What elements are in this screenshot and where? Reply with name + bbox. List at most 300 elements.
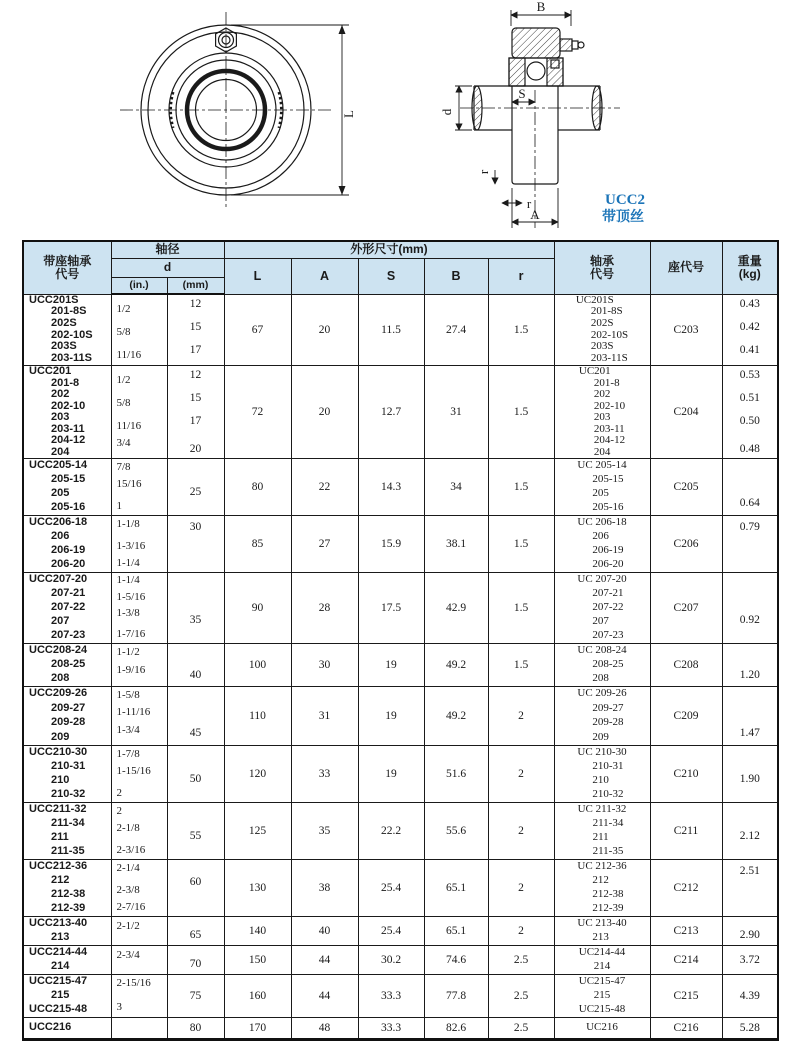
header-bearing-code: 轴承 代号 (554, 241, 650, 294)
header-weight: 重量 (kg) (722, 241, 778, 294)
cell-line: 0.43 (739, 297, 760, 310)
cell-line: 202S (590, 317, 614, 330)
cell-line: UCC201S (29, 293, 79, 306)
cell-line: UC 213-40 (577, 917, 627, 930)
weight-cell (722, 917, 778, 946)
dim-L-cell: 125 (224, 803, 291, 860)
dim-A-cell: 31 (291, 687, 358, 746)
cell-line: 206-20 (51, 558, 86, 571)
cell-line: 1 (116, 499, 122, 512)
cell-line: 209-28 (592, 716, 624, 729)
cell-line: 2 (116, 786, 122, 799)
cell-line: 203-11S (590, 352, 628, 365)
cell-line: 209-28 (51, 716, 86, 729)
dim-S-cell: 12.7 (358, 366, 424, 459)
section-view-drawing (425, 0, 717, 235)
housed-code-cell (23, 644, 111, 687)
cell-line: 204 (51, 445, 70, 458)
bearing-code-cell (554, 860, 650, 917)
cell-line: 210-31 (592, 760, 624, 773)
header-in-unit: (in.) (111, 277, 167, 294)
cell-line: 2-3/4 (116, 949, 140, 962)
cell-line: UCC215-48 (29, 1003, 88, 1016)
cell-line: UCC213-40 (29, 917, 88, 930)
cell-line: 205 (51, 487, 70, 500)
series-sublabel: 带顶丝 (602, 210, 644, 225)
weight-cell (722, 860, 778, 917)
cell-line: 20 (189, 443, 202, 456)
cell-line: 1-5/8 (116, 688, 140, 701)
cell-line: 70 (189, 957, 202, 970)
cell-line: 3.72 (739, 953, 760, 966)
cell-line: 1.47 (739, 727, 760, 740)
grease-fitting-neck (572, 41, 578, 49)
bearing-ball (527, 62, 545, 80)
cell-line: 208-25 (592, 658, 624, 671)
cell-line: 208 (592, 672, 609, 685)
dim-L-cell: 100 (224, 644, 291, 687)
cell-line: 2-15/16 (116, 977, 151, 990)
housed-code-cell (23, 687, 111, 746)
grease-fitting-tip (578, 42, 584, 48)
cell-line: 2.90 (739, 928, 760, 941)
shaft-mm-cell (167, 946, 224, 975)
cell-line: 205-15 (51, 473, 86, 486)
dim-S-cell: 14.3 (358, 459, 424, 516)
cell-line: UC 209-26 (577, 687, 627, 700)
weight-cell (722, 516, 778, 573)
cell-line: 2.51 (739, 865, 760, 878)
cell-line: UCC210-30 (29, 746, 88, 759)
cell-line: 1-1/4 (116, 574, 140, 587)
cell-line: 201-8S (51, 305, 87, 318)
cell-line: UCC201 (29, 365, 72, 377)
dim-A-cell: 27 (291, 516, 358, 573)
dim-L-cell: 72 (224, 366, 291, 459)
dim-S-cell: 17.5 (358, 573, 424, 644)
header-dim-A: A (291, 258, 358, 294)
dim-label-A: A (530, 207, 540, 222)
cell-line: 201-8 (593, 376, 620, 389)
cell-line: 55 (189, 830, 202, 843)
cell-line: 2.12 (739, 830, 760, 843)
dim-B-cell: 49.2 (424, 644, 488, 687)
shaft-in-cell (111, 366, 167, 459)
cell-line: 0.41 (739, 344, 760, 357)
shaft-in-cell (111, 803, 167, 860)
housed-code-cell (23, 516, 111, 573)
table-row (23, 917, 778, 946)
weight-cell (722, 294, 778, 366)
bearing-code-cell (554, 975, 650, 1018)
cell-line: 210-31 (51, 760, 86, 773)
dim-A-cell: 22 (291, 459, 358, 516)
table-row (23, 366, 778, 459)
cell-line: 11/16 (116, 349, 142, 362)
cell-line: 204-12 (51, 434, 86, 447)
shaft-mm-cell (167, 294, 224, 366)
housed-code-cell (23, 294, 111, 366)
cell-line: 15 (189, 321, 202, 334)
table-row (23, 860, 778, 917)
cell-line: 45 (189, 727, 202, 740)
header-mm-unit: (mm) (167, 277, 224, 294)
header-housed-code: 带座轴承 代号 (23, 241, 111, 294)
cell-line: UCC215-47 (29, 975, 88, 988)
dim-L-cell: 90 (224, 573, 291, 644)
housing-code-cell: C215 (650, 975, 722, 1018)
housed-code-cell (23, 366, 111, 459)
cell-line: 60 (189, 876, 202, 889)
cell-line: 203-11 (593, 422, 625, 435)
cell-line: 207-22 (592, 601, 624, 614)
cell-line: UCC207-20 (29, 573, 88, 586)
cell-line: 12 (189, 297, 202, 310)
cell-line: 35 (189, 613, 202, 626)
cell-line: 0.51 (739, 391, 760, 404)
cell-line: 3 (116, 1001, 122, 1014)
cell-line: UC215-48 (578, 1003, 626, 1016)
shaft-end-left (472, 86, 482, 130)
cell-line: UC 207-20 (577, 573, 627, 586)
cell-line: 17 (189, 344, 202, 357)
cell-line: 211-35 (51, 845, 85, 858)
cell-line: 207 (592, 615, 609, 628)
cell-line: UC 211-32 (577, 803, 627, 816)
cell-line: 212-39 (51, 902, 86, 915)
cell-line: 25 (189, 486, 202, 499)
cell-line: 210 (51, 774, 70, 787)
dim-r-cell: 1.5 (488, 366, 554, 459)
bearing-code-cell (554, 746, 650, 803)
bearing-code-cell (554, 294, 650, 366)
shaft-mm-cell (167, 366, 224, 459)
cell-line: 1/2 (116, 302, 131, 315)
dim-S-cell: 11.5 (358, 294, 424, 366)
cell-line: 2-1/8 (116, 821, 140, 834)
cell-line: UCC208-24 (29, 644, 88, 657)
dim-B-cell: 65.1 (424, 860, 488, 917)
cell-line: UCC206-18 (29, 516, 88, 529)
dim-B-cell: 49.2 (424, 687, 488, 746)
cell-line: 15/16 (116, 477, 142, 490)
cell-line: UC 205-14 (577, 459, 627, 472)
dim-r-cell: 1.5 (488, 459, 554, 516)
dim-L-cell: 140 (224, 917, 291, 946)
table-header (23, 241, 778, 294)
spec-table (22, 240, 779, 1041)
housing-code-cell: C209 (650, 687, 722, 746)
cell-line: 2 (116, 804, 122, 817)
cell-line: 210 (592, 774, 609, 787)
cell-line: 202 (593, 388, 611, 401)
cell-line: 1/2 (116, 373, 131, 386)
weight-cell (722, 573, 778, 644)
shaft-in-cell (111, 975, 167, 1018)
dim-label-B: B (536, 0, 546, 14)
housed-code-cell (23, 459, 111, 516)
cell-line: 209-27 (592, 701, 624, 714)
cell-line: 210-32 (592, 788, 624, 801)
housing-code-cell: C212 (650, 860, 722, 917)
bearing-code-cell (554, 573, 650, 644)
housing-code-cell: C214 (650, 946, 722, 975)
bearing-code-cell (554, 459, 650, 516)
dim-B-cell: 77.8 (424, 975, 488, 1018)
dim-r-cell: 1.5 (488, 573, 554, 644)
dim-L-cell: 80 (224, 459, 291, 516)
header-housing-code: 座代号 (650, 241, 722, 294)
collar-left (509, 58, 525, 86)
cell-line: 7/8 (116, 460, 131, 473)
cell-line: 211-34 (592, 817, 624, 830)
cell-line: 2-3/8 (116, 883, 140, 896)
cell-line: 1-3/4 (116, 723, 140, 736)
dim-r-cell: 2 (488, 860, 554, 917)
shaft-in-cell (111, 573, 167, 644)
cell-line: 214 (51, 960, 70, 973)
shaft-mm-cell (167, 975, 224, 1018)
table-row (23, 644, 778, 687)
table-row (23, 459, 778, 516)
weight-cell (722, 746, 778, 803)
dim-S-cell: 19 (358, 687, 424, 746)
cell-line: UCC212-36 (29, 860, 88, 873)
housed-code-cell (23, 803, 111, 860)
housing-code-cell: C207 (650, 573, 722, 644)
dim-L-cell: 120 (224, 746, 291, 803)
cell-line: 0.48 (739, 443, 760, 456)
shaft-mm-cell (167, 917, 224, 946)
cell-line: 207-21 (51, 587, 86, 600)
dim-r-cell: 1.5 (488, 516, 554, 573)
shaft-mm-cell (167, 573, 224, 644)
collar-right (547, 58, 563, 86)
weight-cell (722, 946, 778, 975)
cell-line: UC216 (586, 1021, 618, 1034)
shaft-mm-cell (167, 803, 224, 860)
cell-line: UCC211-32 (29, 803, 87, 816)
cell-line: 3/4 (116, 436, 131, 449)
cell-line: 203S (590, 340, 614, 353)
cell-line: 212 (592, 874, 609, 887)
front-view-drawing (95, 2, 367, 232)
cell-line: 211 (592, 831, 609, 844)
shaft-mm-cell (167, 860, 224, 917)
housed-code-cell (23, 746, 111, 803)
cell-line: 214 (593, 960, 611, 973)
cell-line: 209 (592, 730, 609, 743)
cell-line: 202S (51, 317, 77, 330)
dim-label-r2: r (526, 196, 532, 211)
dim-label-d: d (439, 108, 454, 116)
header-dim-r: r (488, 258, 554, 294)
cell-line: 0.92 (739, 613, 760, 626)
cell-line: 206 (51, 530, 70, 543)
header-outline-dims: 外形尺寸(mm) (224, 241, 554, 258)
dim-A-cell: 30 (291, 644, 358, 687)
cell-line: 1.90 (739, 773, 760, 786)
cell-line: 204-12 (593, 434, 626, 447)
table-row (23, 687, 778, 746)
cell-line: 203 (593, 411, 611, 424)
dim-S-cell: 33.3 (358, 1018, 424, 1040)
dim-B-cell: 38.1 (424, 516, 488, 573)
weight-cell (722, 459, 778, 516)
cell-line: 0.79 (739, 521, 760, 534)
cell-line: 1-1/4 (116, 556, 140, 569)
cell-line: 206-19 (592, 544, 624, 557)
housing-code-cell: C206 (650, 516, 722, 573)
shaft-in-cell (111, 516, 167, 573)
dim-r-cell: 2 (488, 746, 554, 803)
dim-S-cell: 22.2 (358, 803, 424, 860)
weight-cell (722, 644, 778, 687)
grease-fitting-base (560, 39, 572, 51)
bearing-code-cell (554, 946, 650, 975)
cell-line: 206-19 (51, 544, 86, 557)
dim-r-cell: 2.5 (488, 946, 554, 975)
header-dim-L: L (224, 258, 291, 294)
table-row (23, 946, 778, 975)
cell-line: 212-38 (592, 888, 624, 901)
shaft-mm-cell (167, 644, 224, 687)
cell-line: 202 (51, 388, 70, 401)
dim-B-cell: 27.4 (424, 294, 488, 366)
dim-r-cell: 2.5 (488, 975, 554, 1018)
cell-line: 1-15/16 (116, 764, 151, 777)
dim-A-cell: 44 (291, 946, 358, 975)
cell-line: 4.39 (739, 989, 760, 1002)
cell-line: UC 208-24 (577, 644, 627, 657)
shaft-end-right (592, 86, 602, 130)
dim-B-cell: 82.6 (424, 1018, 488, 1040)
cell-line: 211-34 (51, 817, 85, 830)
dim-S-cell: 30.2 (358, 946, 424, 975)
cell-line: 201-8 (51, 376, 80, 389)
cell-line: 208 (51, 672, 70, 685)
cell-line: 11/16 (116, 419, 142, 432)
cell-line: 2-3/16 (116, 843, 146, 856)
shaft-in-cell (111, 687, 167, 746)
cell-line: 203-11 (51, 422, 85, 435)
housing-code-cell: C210 (650, 746, 722, 803)
cell-line: 12 (189, 368, 202, 381)
cell-line: 65 (189, 928, 202, 941)
shaft-in-cell (111, 294, 167, 366)
dim-r-cell: 2 (488, 917, 554, 946)
table-body (23, 294, 778, 1040)
shaft-in-cell (111, 746, 167, 803)
housed-code-cell (23, 946, 111, 975)
cell-line: 211 (51, 831, 69, 844)
cell-line: 1-3/8 (116, 606, 140, 619)
cell-line: 1-1/8 (116, 517, 140, 530)
shaft-in-cell (111, 644, 167, 687)
cell-line: UCC205-14 (29, 459, 88, 472)
header-dim-S: S (358, 258, 424, 294)
cell-line: 202-10 (51, 399, 86, 412)
table-row (23, 803, 778, 860)
cell-line: 1-9/16 (116, 663, 146, 676)
cell-line: 5.28 (739, 1021, 760, 1034)
cell-line: UCC216 (29, 1021, 72, 1034)
cell-line: 5/8 (116, 326, 131, 339)
housed-code-cell (23, 860, 111, 917)
dim-B-cell: 65.1 (424, 917, 488, 946)
cell-line: 1-3/16 (116, 539, 146, 552)
dim-A-cell: 33 (291, 746, 358, 803)
weight-cell (722, 366, 778, 459)
cell-line: 203S (51, 340, 77, 353)
cell-line: 206 (592, 530, 609, 543)
cell-line: 209-27 (51, 701, 86, 714)
dim-S-cell: 25.4 (358, 917, 424, 946)
dim-S-cell: 19 (358, 746, 424, 803)
cell-line: 207 (51, 615, 70, 628)
cell-line: UC 206-18 (577, 516, 627, 529)
cell-line: 207-21 (592, 587, 624, 600)
housing-code-cell: C204 (650, 366, 722, 459)
cell-line: 2-1/4 (116, 861, 140, 874)
cell-line: UC201 (578, 365, 611, 377)
cell-line: UC 210-30 (577, 746, 627, 759)
shaft-mm-cell (167, 746, 224, 803)
shaft-in-cell (111, 917, 167, 946)
dim-r-cell: 2.5 (488, 1018, 554, 1040)
dim-B-cell: 55.6 (424, 803, 488, 860)
cell-line: 30 (189, 521, 202, 534)
dim-L-cell: 110 (224, 687, 291, 746)
shaft-in-cell (111, 459, 167, 516)
cell-line: UC215-47 (578, 975, 626, 988)
cell-line: 207-23 (51, 629, 86, 642)
housing-code-cell: C205 (650, 459, 722, 516)
cell-line: 212-38 (51, 888, 86, 901)
dim-r-cell: 2 (488, 687, 554, 746)
cell-line: 5/8 (116, 396, 131, 409)
cell-line: 203 (51, 411, 70, 424)
cell-line: 40 (189, 668, 202, 681)
cell-line: 15 (189, 391, 202, 404)
housing-block (512, 28, 560, 58)
cell-line: 0.53 (739, 368, 760, 381)
dim-L-cell: 150 (224, 946, 291, 975)
cell-line: 17 (189, 414, 202, 427)
dim-L-cell: 160 (224, 975, 291, 1018)
bearing-code-cell (554, 803, 650, 860)
housed-code-cell (23, 917, 111, 946)
cell-line: 202-10S (51, 328, 93, 341)
table-row (23, 746, 778, 803)
dim-B-cell: 31 (424, 366, 488, 459)
dim-L-cell: 85 (224, 516, 291, 573)
cell-line: 207-22 (51, 601, 86, 614)
housing-code-cell: C211 (650, 803, 722, 860)
cell-line: 201-8S (590, 305, 623, 318)
dim-B-cell: 34 (424, 459, 488, 516)
cell-line: 205-15 (592, 473, 624, 486)
cell-line: 202-10 (593, 399, 626, 412)
cell-line: 1-5/16 (116, 590, 146, 603)
weight-cell (722, 975, 778, 1018)
dim-r-cell: 1.5 (488, 644, 554, 687)
cell-line: 1.20 (739, 668, 760, 681)
cell-line: 210-32 (51, 788, 86, 801)
header-dim-B: B (424, 258, 488, 294)
cell-line: 209 (51, 730, 70, 743)
weight-cell (722, 687, 778, 746)
